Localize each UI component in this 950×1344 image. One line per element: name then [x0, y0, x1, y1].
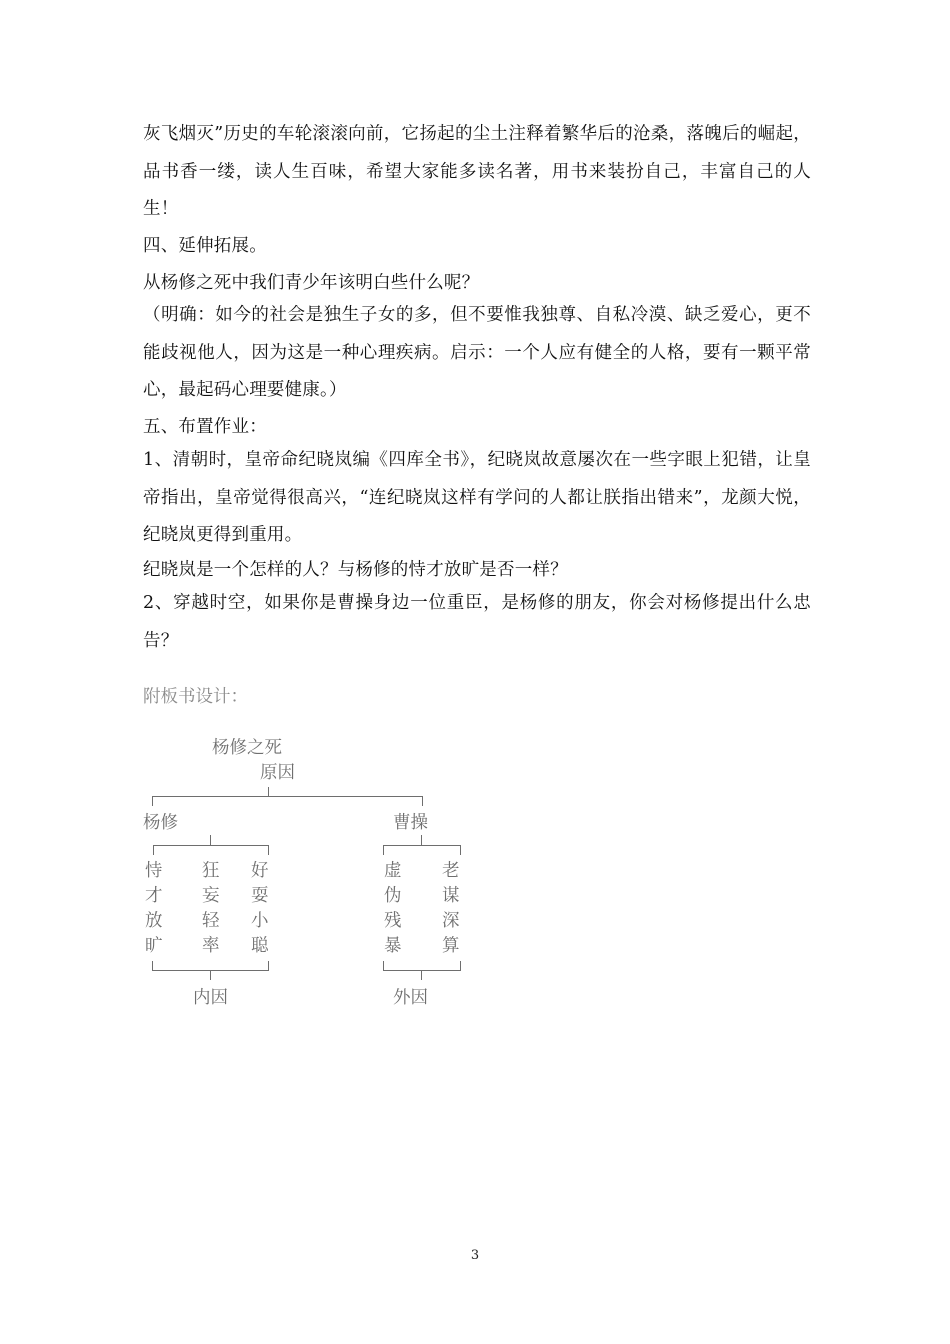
yangxiu-bracket — [153, 845, 269, 846]
paragraph-clarification: （明确：如今的社会是独生子女的多，但不要惟我独尊、自私冷漠、缺乏爱心，更不能歧视他人，因为这是一种心理疾病。启示：一个人应有健全的人格，要有一颗平常心，最起码心理要健康。） — [143, 305, 811, 400]
board-design-heading: 附板书设计： — [143, 687, 248, 707]
trait-char: 暴 — [384, 936, 402, 956]
trait-char: 率 — [202, 936, 220, 956]
board-title: 杨修之死 — [212, 738, 282, 758]
homework-item-2: 2、穿越时空，如果你是曹操身边一位重臣，是杨修的朋友，你会对杨修提出什么忠告？ — [143, 593, 811, 651]
trait-char: 小 — [251, 911, 269, 931]
trait-char: 恃 — [145, 861, 163, 881]
outer-bracket-left-tick — [383, 961, 384, 970]
board-cause-label: 原因 — [260, 763, 295, 783]
trait-column-xuwei — [384, 859, 402, 959]
page-number: 3 — [470, 1248, 480, 1263]
trait-char: 老 — [442, 861, 460, 881]
inner-bracket-right-tick — [268, 961, 269, 970]
trait-char: 谋 — [442, 886, 460, 906]
trait-char: 聪 — [251, 936, 269, 956]
yangxiu-stem — [210, 835, 211, 845]
trait-column-laomou — [442, 859, 460, 959]
outer-stem — [421, 970, 422, 980]
trait-char: 好 — [251, 861, 269, 881]
trait-char: 伪 — [384, 886, 402, 906]
homework-item-1: 1、清朝时，皇帝命纪晓岚编《四库全书》，纪晓岚故意屡次在一些字眼上犯错，让皇帝指出，皇帝觉得很高兴，“连纪晓岚这样有学问的人都让朕指出错来”，龙颜大悦，纪晓岚更得到重用。 — [143, 450, 811, 545]
inner-bracket-left-tick — [152, 961, 153, 970]
trait-char: 耍 — [251, 886, 269, 906]
question-extension: 从杨修之死中我们青少年该明白些什么呢？ — [143, 273, 480, 293]
outer-bracket-right-tick — [460, 961, 461, 970]
cause-bracket — [152, 796, 423, 797]
caocao-bracket-left-tick — [383, 845, 384, 855]
trait-char: 狂 — [202, 861, 220, 881]
cause-bracket-left-tick — [152, 796, 153, 806]
trait-char: 残 — [384, 911, 402, 931]
caocao-bracket-right-tick — [460, 845, 461, 855]
trait-char: 深 — [442, 911, 460, 931]
homework-question-1: 纪晓岚是一个怎样的人？与杨修的恃才放旷是否一样？ — [143, 560, 568, 580]
caocao-label: 曹操 — [393, 813, 428, 833]
trait-char: 放 — [145, 911, 163, 931]
trait-char: 才 — [145, 886, 163, 906]
trait-char: 旷 — [145, 936, 163, 956]
yangxiu-bracket-right-tick — [268, 845, 269, 855]
yangxiu-label: 杨修 — [143, 813, 178, 833]
outer-bracket — [383, 970, 461, 971]
caocao-bracket — [383, 845, 461, 846]
trait-column-kuangwang — [202, 859, 220, 959]
section-heading-homework: 五、布置作业： — [143, 417, 267, 437]
trait-char: 轻 — [202, 911, 220, 931]
inner-stem — [210, 970, 211, 980]
trait-char: 算 — [442, 936, 460, 956]
paragraph-conclusion: 灰飞烟灭”历史的车轮滚滚向前，它扬起的尘土注释着繁华后的沧桑，落魄后的崛起，品书香一缕，读人生百味，希望大家能多读名著，用书来装扮自己，丰富自己的人生！ — [143, 124, 811, 219]
inner-cause-label: 内因 — [193, 988, 228, 1008]
trait-char: 虚 — [384, 861, 402, 881]
yangxiu-bracket-left-tick — [153, 845, 154, 855]
caocao-stem — [421, 835, 422, 845]
outer-cause-label: 外因 — [393, 988, 428, 1008]
trait-column-shicai — [145, 859, 163, 959]
section-heading-extension: 四、延伸拓展。 — [143, 236, 267, 256]
trait-column-haoshua — [251, 859, 269, 959]
trait-char: 妄 — [202, 886, 220, 906]
cause-stem — [268, 787, 269, 796]
cause-bracket-right-tick — [422, 796, 423, 806]
